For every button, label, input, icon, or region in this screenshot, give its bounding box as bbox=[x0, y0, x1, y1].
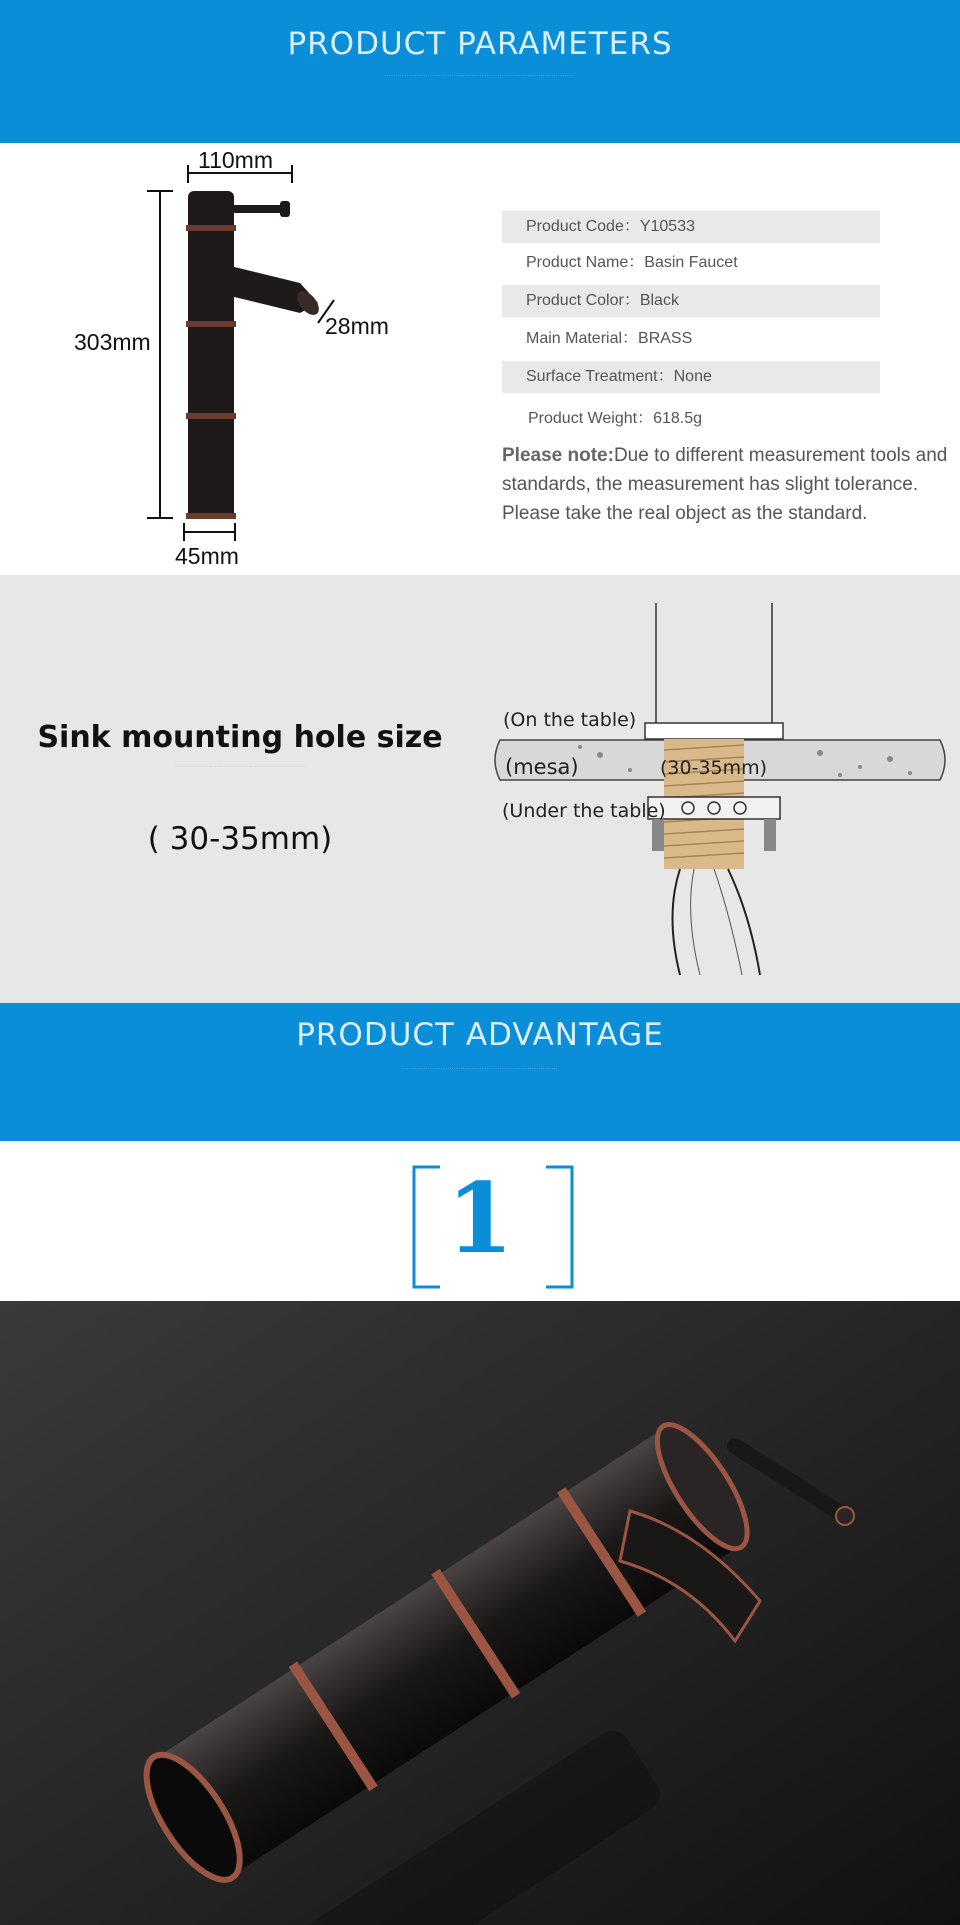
spout-dimension: 28mm bbox=[325, 313, 389, 339]
spec-label: Surface Treatment：None bbox=[526, 368, 712, 385]
mounting-diagram bbox=[480, 575, 960, 1003]
spec-row bbox=[502, 323, 880, 355]
spec-row bbox=[502, 211, 880, 243]
hole-size-label: (30-35mm) bbox=[660, 757, 768, 779]
mounting-section bbox=[0, 575, 960, 1003]
advantage-number-block bbox=[0, 1141, 960, 1301]
spec-row bbox=[502, 403, 880, 435]
mounting-size: ( 30-35mm) bbox=[147, 821, 333, 857]
advantage-header bbox=[0, 1003, 960, 1141]
faucet-dimension-drawing bbox=[0, 143, 420, 575]
spec-label: Product Code：Y10533 bbox=[526, 218, 696, 235]
mounting-fine-print: ·············································································· bbox=[175, 764, 305, 770]
spec-row bbox=[502, 361, 880, 393]
parameters-header bbox=[0, 0, 960, 143]
measurement-note bbox=[502, 441, 960, 528]
faucet-photo-illustration bbox=[0, 1301, 960, 1925]
advantage-title: PRODUCT ADVANTAGE bbox=[296, 1017, 664, 1053]
spec-label: Product Name：Basin Faucet bbox=[526, 254, 738, 271]
height-dimension: 303mm bbox=[74, 329, 151, 355]
parameters-title: PRODUCT PARAMETERS bbox=[287, 26, 673, 62]
product-photo bbox=[0, 1301, 960, 1925]
mounting-title: Sink mounting hole size bbox=[37, 720, 443, 755]
spec-label: Product Weight：618.5g bbox=[528, 410, 703, 427]
spec-label: Main Material：BRASS bbox=[526, 330, 693, 347]
advantage-number: 1 bbox=[446, 1162, 514, 1275]
advantage-fine-print: ········································································ bbox=[402, 1066, 558, 1072]
spec-row bbox=[502, 247, 880, 279]
base-dimension: 45mm bbox=[175, 543, 239, 569]
width-dimension: 110mm bbox=[198, 147, 273, 173]
note-text: Due to different measurement tools and standards, the measurement has slight tolerance. Please take the real object as the standard. bbox=[502, 445, 948, 524]
mesa-label: (mesa) bbox=[505, 755, 579, 779]
on-table-label: (On the table) bbox=[503, 709, 637, 731]
parameters-section bbox=[0, 143, 960, 575]
spec-row bbox=[502, 285, 880, 317]
spec-label: Product Color：Black bbox=[526, 292, 679, 309]
under-table-label: (Under the table) bbox=[502, 800, 666, 822]
header-fine-print: ························································································ bbox=[384, 73, 576, 79]
note-lead: Please note: bbox=[502, 445, 614, 466]
